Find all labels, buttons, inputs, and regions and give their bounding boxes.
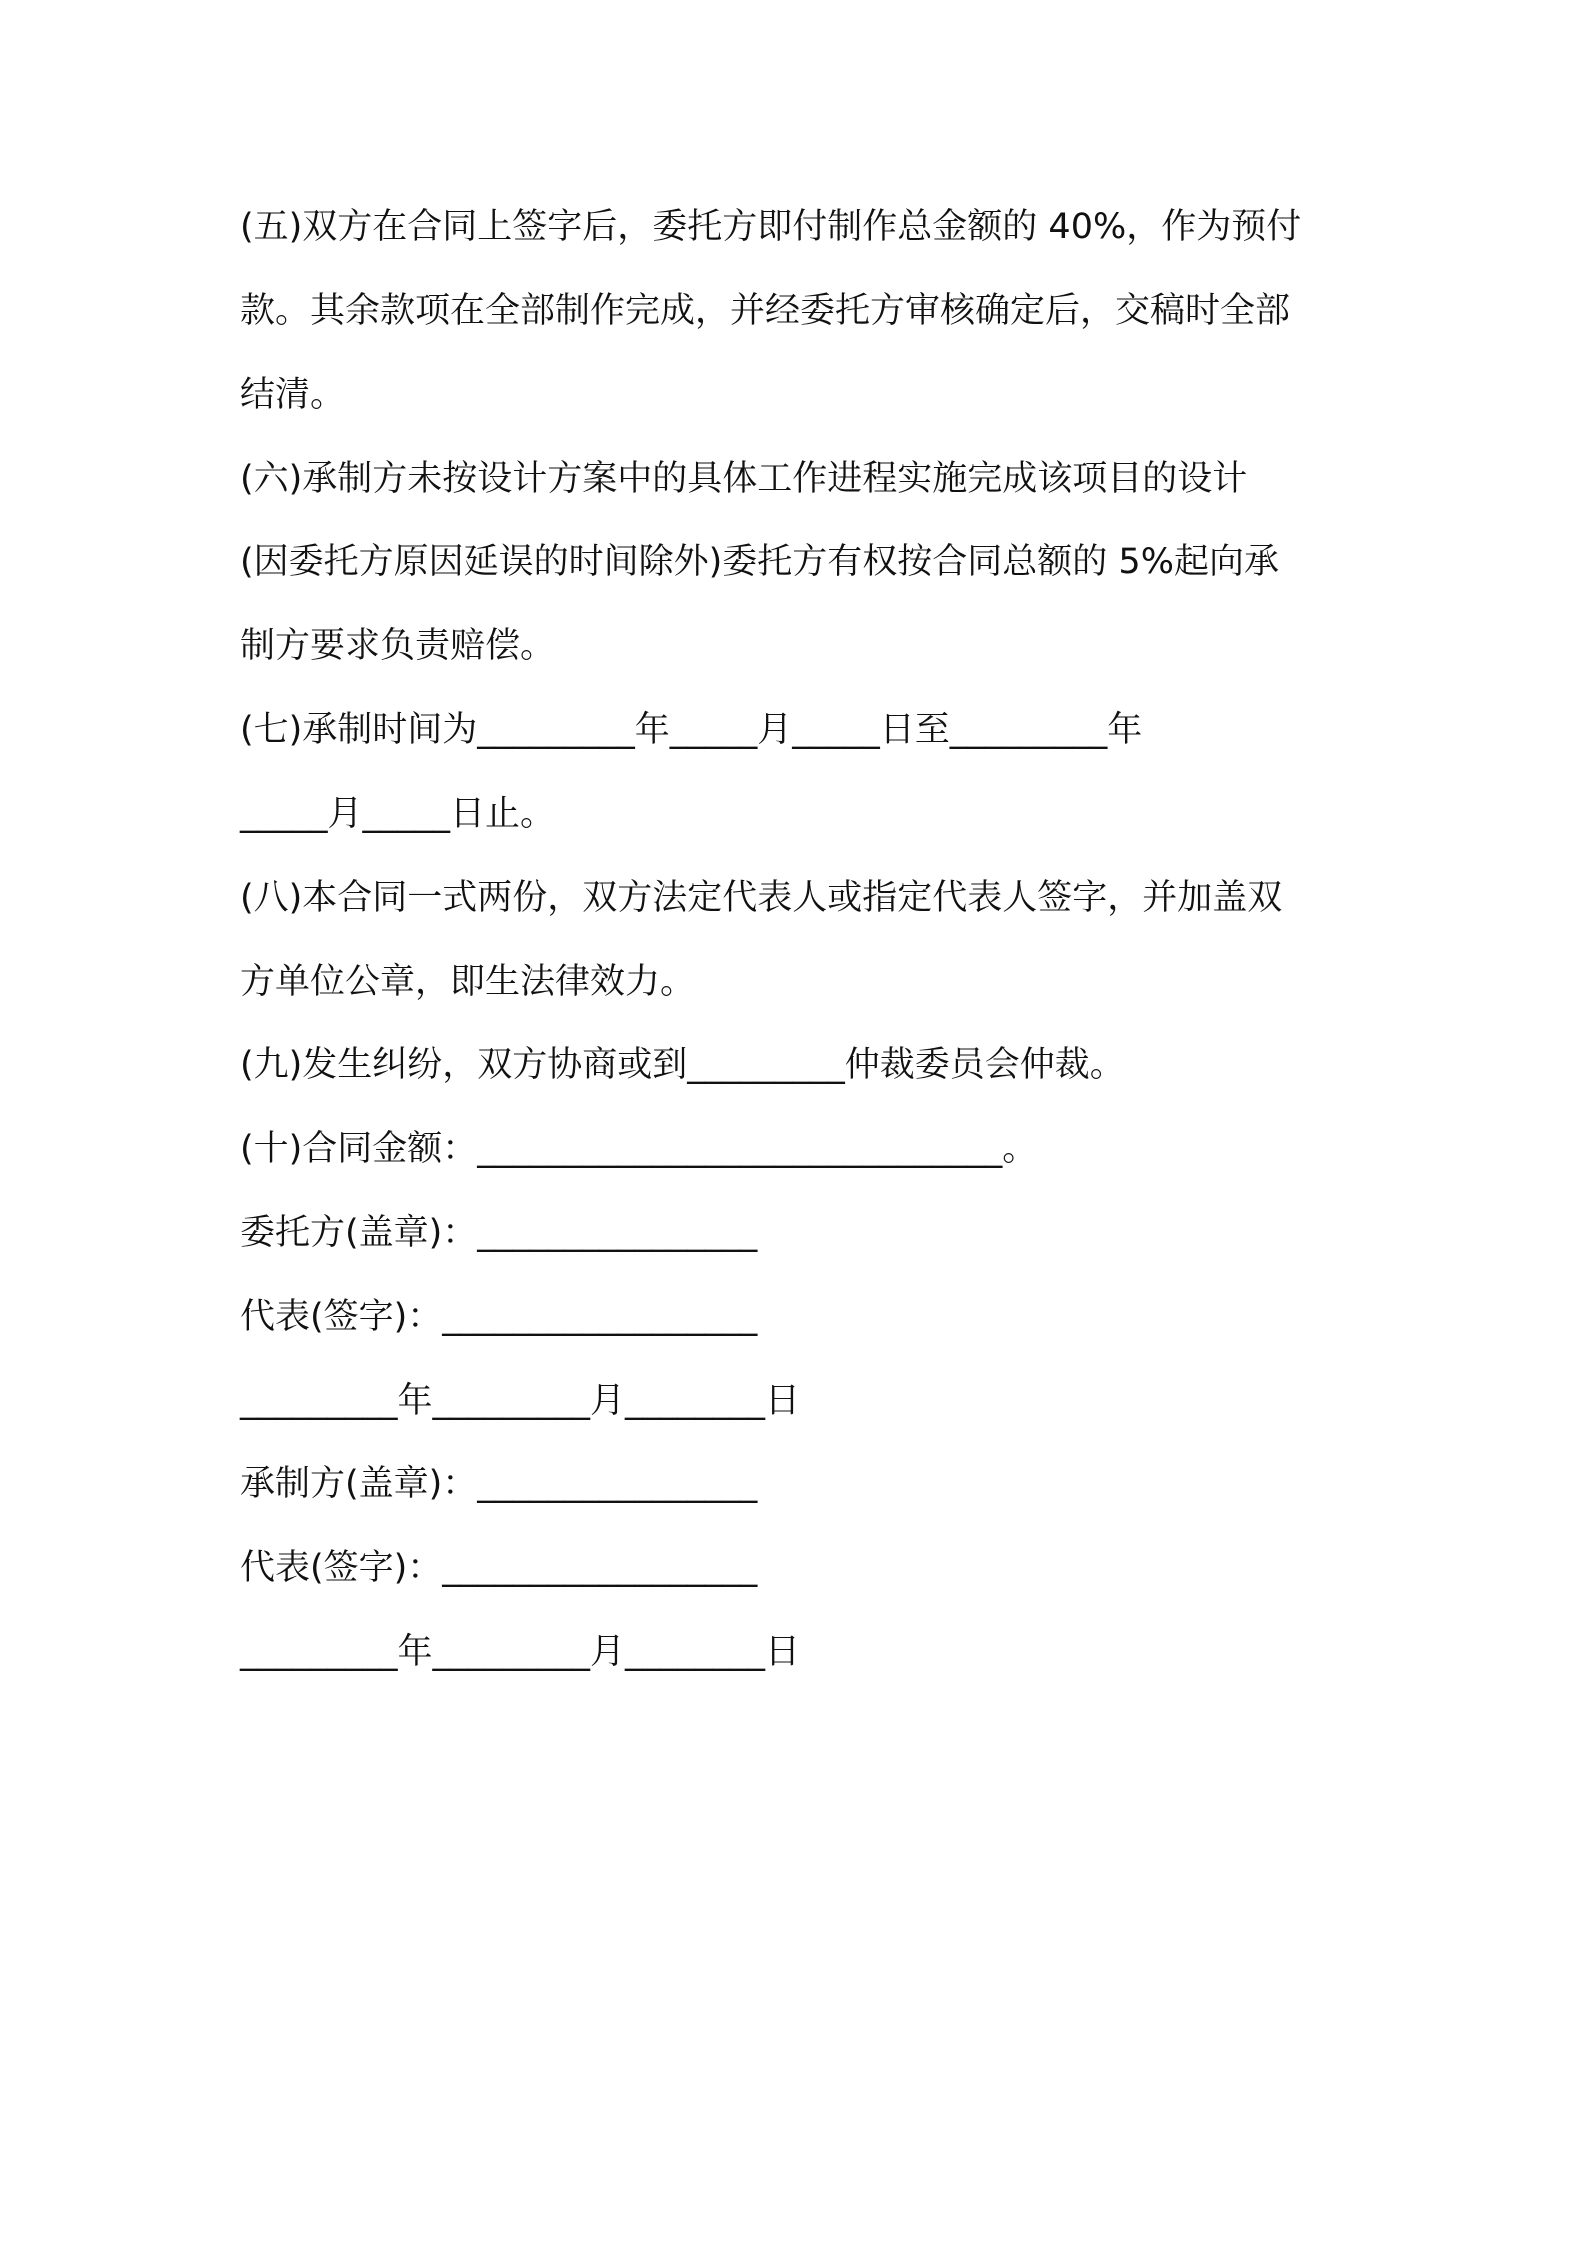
clause-5-line-1: (五)双方在合同上签字后，委托方即付制作总金额的 40%，作为预付 (240, 207, 1302, 247)
contractor-date-line: _________年_________月________日 (240, 1632, 801, 1672)
client-date-line: _________年_________月________日 (240, 1381, 801, 1421)
client-seal-line: 委托方(盖章)：________________ (240, 1213, 758, 1253)
clause-8-line-2: 方单位公章，即生法律效力。 (240, 962, 696, 1002)
clause-7-line-2: _____月_____日止。 (240, 794, 556, 834)
clause-8-line-1: (八)本合同一式两份，双方法定代表人或指定代表人签字，并加盖双 (240, 878, 1283, 918)
clause-5-line-2: 款。其余款项在全部制作完成，并经委托方审核确定后，交稿时全部 (240, 291, 1291, 331)
clause-7-line-1: (七)承制时间为_________年_____月_____日至_________年 (240, 710, 1143, 750)
clause-6-line-2: (因委托方原因延误的时间除外)委托方有权按合同总额的 5%起向承 (240, 542, 1279, 582)
client-representative-signature-line: 代表(签字)：__________________ (240, 1297, 758, 1337)
clause-10-line: (十)合同金额：______________________________。 (240, 1129, 1038, 1169)
clause-5-line-3: 结清。 (240, 375, 346, 415)
clause-6-line-1: (六)承制方未按设计方案中的具体工作进程实施完成该项目的设计 (240, 459, 1248, 499)
clause-9-line: (九)发生纠纷，双方协商或到_________仲裁委员会仲裁。 (240, 1045, 1125, 1085)
contractor-seal-line: 承制方(盖章)：________________ (240, 1464, 758, 1504)
clause-6-line-3: 制方要求负责赔偿。 (240, 626, 556, 666)
contractor-representative-signature-line: 代表(签字)：__________________ (240, 1548, 758, 1588)
